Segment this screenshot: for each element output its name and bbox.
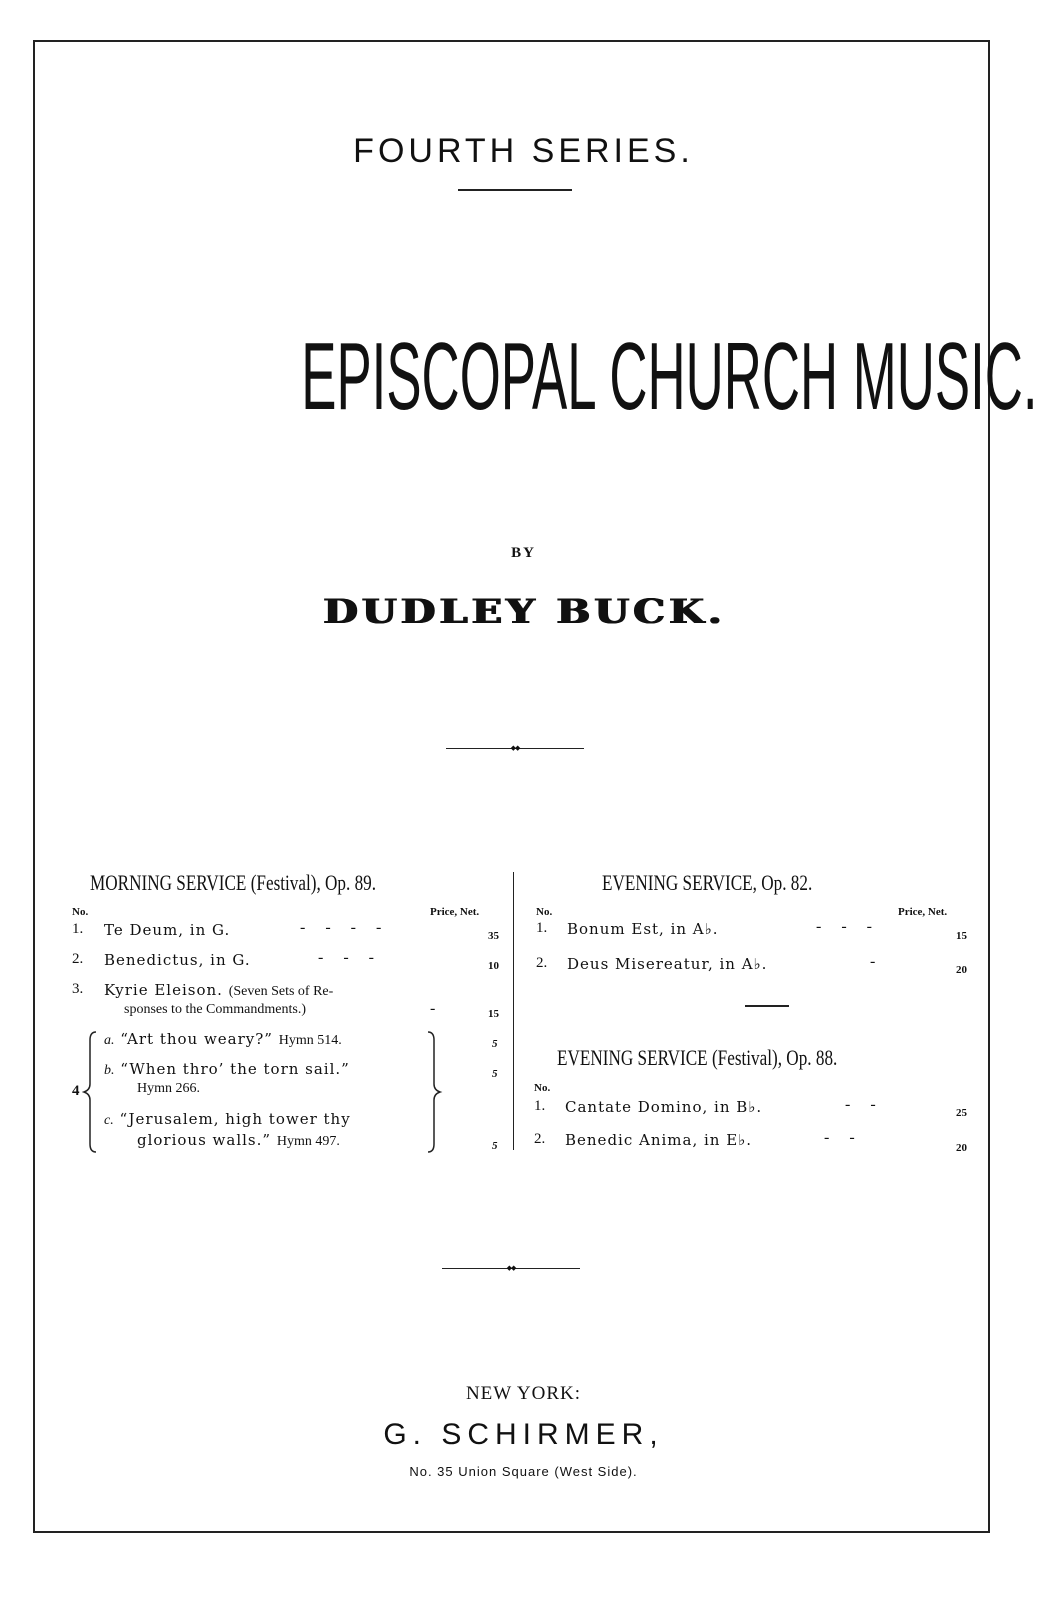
item-price: 20	[956, 1142, 967, 1154]
morning-heading-text: MORNING SERVICE (Festival), Op. 89.	[90, 870, 377, 895]
page-border	[33, 40, 990, 1533]
item-price: 25	[956, 1107, 967, 1119]
item-number: 3.	[72, 981, 84, 997]
subitem	[104, 1030, 342, 1049]
subitem-continued	[137, 1131, 340, 1150]
item-number: 1.	[534, 1098, 546, 1114]
hymn-number: Hymn 497.	[276, 1134, 340, 1149]
item-title: Te Deum, in G.	[104, 921, 231, 939]
item-number: 2.	[534, 1131, 546, 1147]
subitem-letter: c.	[104, 1113, 114, 1128]
item-note-continued: sponses to the Commandments.)	[124, 1002, 306, 1017]
subitem-price: 5	[492, 1038, 498, 1050]
subitem-title: “Art thou weary?”	[120, 1030, 273, 1048]
column-divider	[513, 872, 514, 1150]
page-title	[0, 322, 1047, 432]
by-label: BY	[511, 545, 536, 561]
item-note: (Seven Sets of Re-	[228, 984, 334, 999]
no-label: No.	[72, 906, 89, 918]
item-price: 15	[488, 1008, 499, 1020]
author-text: DUDLEY BUCK.	[322, 591, 725, 632]
subitem-letter: b.	[104, 1063, 115, 1078]
item-title	[104, 981, 333, 1000]
item-price: 15	[956, 930, 967, 942]
divider	[458, 189, 572, 191]
ornament-divider	[446, 748, 584, 749]
item-number: 1.	[72, 921, 84, 937]
item-price: 10	[488, 960, 499, 972]
leader-dashes: ---	[318, 949, 394, 966]
subitem-price: 5	[492, 1140, 498, 1152]
item-title: Bonum Est, in A♭.	[567, 920, 719, 938]
author-name	[0, 588, 1047, 635]
publisher-address: No. 35 Union Square (West Side).	[409, 1464, 638, 1479]
leader-dashes: -	[870, 953, 896, 970]
item-price: 20	[956, 964, 967, 976]
title-text: EPISCOPAL CHURCH MUSIC.	[301, 323, 1038, 430]
publisher-city: NEW YORK:	[465, 1383, 582, 1404]
left-brace-icon	[82, 1030, 104, 1154]
price-label: Price, Net.	[430, 906, 480, 918]
series-label: FOURTH SERIES.	[353, 132, 694, 170]
item-price: 35	[488, 930, 499, 942]
item-number: 1.	[536, 920, 548, 936]
subitem	[104, 1060, 350, 1079]
evening-heading-text: EVENING SERVICE, Op. 82.	[602, 870, 813, 895]
item-title-text: Kyrie Eleison.	[104, 981, 223, 999]
leader-dashes: ---	[816, 918, 892, 935]
subitem-title-continued: glorious walls.”	[137, 1131, 272, 1149]
item-title: Benedic Anima, in E♭.	[565, 1131, 753, 1149]
right-brace-icon	[424, 1030, 446, 1154]
leader-dashes: -	[430, 1000, 456, 1017]
subitem-title: “Jerusalem, high tower thy	[119, 1110, 351, 1128]
leader-dashes: --	[845, 1096, 896, 1113]
morning-heading	[90, 870, 457, 896]
item-title: Cantate Domino, in B♭.	[565, 1098, 763, 1116]
item-title: Benedictus, in G.	[104, 951, 251, 969]
divider	[745, 1005, 789, 1007]
leader-dashes: --	[824, 1129, 875, 1146]
evening-heading	[602, 870, 872, 896]
group-number: 4	[72, 1083, 80, 1099]
no-label: No.	[536, 906, 553, 918]
evening-festival-heading	[557, 1045, 916, 1071]
item-number: 2.	[536, 955, 548, 971]
item-title: Deus Misereatur, in A♭.	[567, 955, 768, 973]
leader-dashes: ----	[300, 919, 402, 936]
price-label: Price, Net.	[898, 906, 948, 918]
subitem-letter: a.	[104, 1033, 115, 1048]
no-label: No.	[534, 1082, 551, 1094]
subitem-title: “When thro’ the torn sail.”	[120, 1060, 350, 1078]
hymn-number: Hymn 514.	[278, 1033, 342, 1048]
subitem-price: 5	[492, 1068, 498, 1080]
evening-festival-heading-text: EVENING SERVICE (Festival), Op. 88.	[557, 1045, 838, 1070]
ornament-divider	[442, 1268, 580, 1269]
hymn-number: Hymn 266.	[137, 1081, 200, 1096]
subitem	[104, 1110, 351, 1129]
item-number: 2.	[72, 951, 84, 967]
publisher-name: G. SCHIRMER,	[383, 1418, 664, 1451]
